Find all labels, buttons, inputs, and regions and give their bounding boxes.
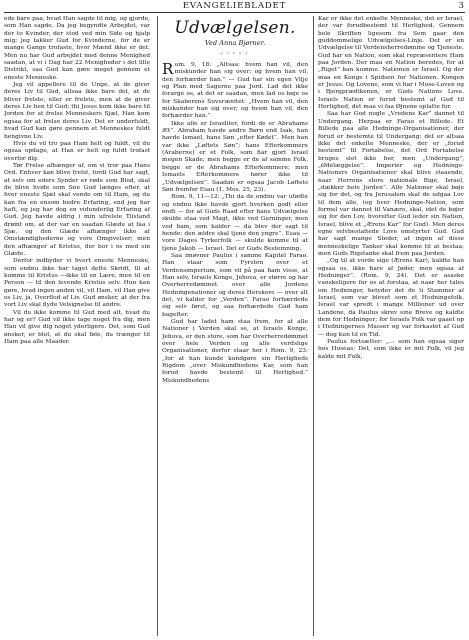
paragraph: Rom. 9, 11—12: „Thi da de endnu var ufødte og endnu ikke havde gjort hverken godt eller ondt — for at Guds Raad efter hans Udvælgelse skulde staa ved Magt, ikke ved Gerninger, men ved ham, som kalder — da blev der sagt til hende: den ældre skal tjene den yngre”. Esau — vore Dages Tyrkerfolk — skulde komme til at tjene Jakob — Israel. Det er Guds Bestemning. [162, 194, 308, 252]
paragraph: Derfor indbyder vi hvert eneste Menneske, som endnu ikke har taget dette Skridt, til at komme til Kristus —ikke til en Lære, men til en Person — til den levende Kristus selv. Hun kan gøre, hvad ingen anden vil, vil Ham, vil Han give os Liv, ja, Overflod af Liv. Gud ønsker, at der fra vort Liv skal flyde Velsignelse til andre. [4, 258, 150, 309]
paragraph: Jeg vil appellere til de Unge, at de giver deres Liv til Gud, altsaa ikke bare det, at de bliver frelste, eller er frelste, men at de giver deres Liv hen til Gud; thi Jesus kom ikke bare til Jorden for at frelse Menneskers Sjæl, Han kom ogsaa for at frelse deres Liv. Det er underfuldt, hvad Gud kan gøre gennem et Menneskes fuldt hengivne Liv. [4, 82, 150, 140]
paragraph: Gud har ladet ham staa frem, for at alle Nationer i Verden skal se, at Israels Konge, Jehova, er den store, som har Overherredømmet over hele Verden og alle verdslige Organisationer, derfor staar her i Rom. 9, 23: „for at han kunde kundgøre sin Herligheds Rigdom „over Miskundhedens Kar, som han forud havde bestemt til Herlighed.” Miskundhedens [162, 319, 308, 384]
column-divider-2 [313, 16, 314, 636]
ornament: ◦◦◦◦◦ [219, 50, 251, 58]
header-divider [4, 12, 465, 13]
paragraph: Paulus fortsætter: „... som han ogsaa siger hos Hoseas: Det, som ikke er mit Folk, vil jeg kalde mit Folk, [318, 339, 464, 360]
paragraph: Kar er ikke det enkelte Menneske, det er Israel, der var forudbestemt til Herlighed. Gennem hele Skriften ligesom fra Sem gaar den guddommelige Udvælgelses-Linje. Det er en Udvælgelse til Verdensherredømme og Tjeneste. Gud har en Nation, som skal repræsentere Ham paa Jorden. Der maa en Nation beredes, for at „Riget” kan komme. Nationen er Israel. Og der maa en Konge i Spidsen for Nationen. Kongen er Jesus. Og Lovene, som vi har i Mose-Loven og i Bjergprædikenen, er Guds Nations Love. Israels Nation er forud bestemt af Gud til Herlighed, det maa vi faa Øjnene oplatte for. [318, 16, 464, 111]
drop-cap: R [162, 60, 174, 78]
column-left [4, 16, 150, 636]
paragraph: Saa imøvner Paulus i samme Kapitel Farao. Han staar som Fyrsten over et Verdensimperium, som vil på paa ham visse, at Han selv, Israels Konge, Jehova, er større og har Overherredømmet over alle Jordens Hedningenationer og deres Herskere — over alt det, vi kalder for „Verden”. Farao forhærdede sig selv først, og saa forhærdede Gud ham bagefter. [162, 252, 308, 318]
paragraph: „Og til at vorde sige (Ærens Kar), kaldte han ogsaa os, ikke bare af Jøder, men ogsaa af Hedninger”. (Rom. 9, 24). Det er asaske vanskeligere for os at forstaa, at naar her tales om Hedninger, betyder det de ti Stammer af Israel, som var blevet som et Hedningefolk. Israel var spredt i mange Millioner ud over Landene, da Paulus skrev sine Breve og kaldte dem for Hedninger; for Israels Folk var gaaet op i Hedningernes Masser og var forkastet af Gud — dog kun til en Tid. [318, 258, 464, 338]
paragraph-text: om. 9, 18: „Altsaa: hvem han vil, den miskunder han sig over; og hvem han vil, den forhærder han.” — Gud har sin egen Vilje og Plan med Sagerne paa Jord. Lad det ikke forarge os, at det er saadan, men lad os bøje os for Skaberens Suverænitet: „Hvem han vil, den miskunder han sig over; og hvem han vil, den forhærder han.” [162, 62, 308, 120]
paragraph: Ikke alle er Israeliter, fordi de er Abrahams Æt”. Abraham havde andre Børn end Isak, han havde Ismael, hans Søn „efter Kødet”. Men han var ikke „Løftets Søn”; hans Efterkommere (Araberne) er et Folk, som har gjort Israel megen Skade; men begge er de af samme Folk, begge er de Abrahams Efterkommere; men Ismaels Efterkommere hører ikke til „Udvælgelsen”. Saadan er ogsaa Jacob Løftets Søn fremfor Esau (1. Mos. 25, 23). [162, 120, 308, 193]
article-title: Udvælgelsen. [174, 18, 296, 38]
paragraph: Hvis du vil tro paa Ham helt og fuldt, vil du ogsaa opdage, at Han er helt og fuldt trofast overfor dig. [4, 140, 150, 162]
paragraph: Saa har Gud nogle „Vredens Kar” dannet til Undergang. Herpaa er Farao et Billede. Et Billede paa alle Hedninge-Organisationer, der forud er bestemte til Undergang; det er altsaa ikke det enkelte Menneske, der er „forud bestemt” til Fortabelse, det Ord Fortabelse bruges slet ikke her, men „Undergang”, „Ødelæggelse”. Imperier og Hedninge-Nationers Organisationer skal blive staaende, naar Herrens store nationale Bige, Israel, „dækker hele Jorden”. Alle Nationer skal bøje sig for det, og fra Jerusalem skal de udgaa Lov til dem alle, (og hver Hedninge-Nation, som formel var dannet til Vanære, skal, idet de bøjer sig for den Lov, hvorefter Gud leder sin Nation, Israel, blive et „Ærens Kar” for Gud). Men deres egne selvbestaltede Love omstyrter Gud. Gud har sagt mange Steder, at ingen af disse menneskelige Tanker skal komme til at bestaa; men Guds Rigstanke skal frem paa Jorden. [318, 111, 464, 257]
paragraph: Vil du ikke komme til Gud med alt, hvad du har og er? Gud vil ikke tage noget fra dig, men Han vil give dig noget yderligere. Det, som Gud ønsker, er blot, at du skal føle, du trænger til Ham paa alle Maader. [4, 309, 150, 346]
article-header [162, 18, 308, 60]
column-divider-1 [157, 16, 158, 636]
paragraph: ede bare paa, hvad Han sagde til mig, og gjorde, som Han sagde. Da jeg begyndte Arbejdet, var der to Kvinder, der stod ved min Side og hjalp mig; jeg takker Gud for Kvinderne, for de er mange Gange trofaste, hvor Mænd ikke er det. Men nu har Gud arbejdet med denne Menighed saadan, at vi i Dag har 22 Menigheder i det lille Distrikt, saa Gud kan gøre meget gennem et eneste Menneske. [4, 16, 150, 81]
paragraph [162, 62, 308, 121]
column-right [318, 16, 464, 636]
page-header [0, 0, 469, 14]
page-number: 3 [458, 1, 464, 11]
magazine-title: EVANGELIEBLADET [182, 1, 287, 11]
paragraph: Tør Frelse afhænger af, om vi tror paa Hans Ord. Enhver kan blive frelst, fordi Gud har sagt, at selv om eders Synder er røde som Blod, skal de blive hvide som Sne Gud længes efter, at hver eneste Sjæl skal vende om til Ham, og du kan fra en ensom bedre Erfaring, end jeg har haft, og jeg har dog en vidunderlig Erfaring af Gud. Jeg havde aldrig i min ufrelste Tilstand drømt om, at der var en saadan Glæde at faa i Sjæ, og den Glæde afhænger ikke af Omstændighederne og vore Omgivelser; men den afhænger af Kristus, der bor i os med sin Glæde. [4, 162, 150, 257]
column-middle [162, 16, 308, 636]
article-byline: Ved Anna Bjørner. [204, 39, 266, 47]
